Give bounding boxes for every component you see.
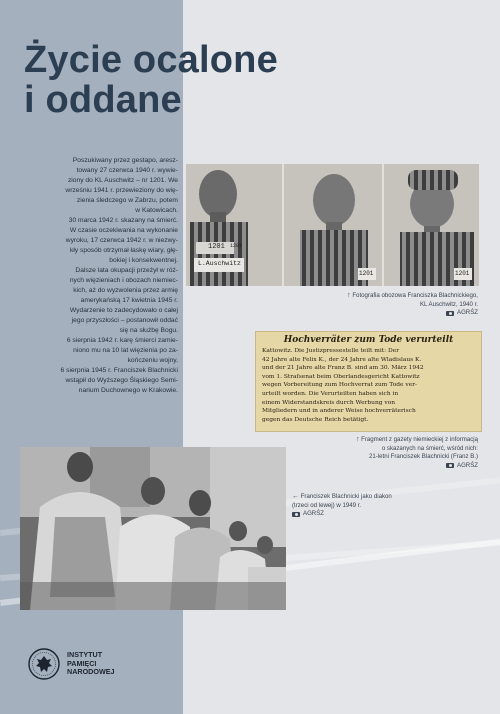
caption-line: KL Auschwitz, 1940 r. [419, 300, 478, 308]
body-text [22, 156, 178, 396]
arrow-left-icon: ← [292, 493, 299, 500]
camera-icon [292, 512, 300, 517]
body-line: Dalsze lata okupacji przeżył w róż- [75, 267, 178, 274]
body-line: Wydarzenie to zadecydowało o całej [69, 307, 178, 314]
placard-number-4: 1201 [455, 270, 470, 277]
camp-photo-image [186, 164, 479, 286]
body-line: 6 sierpnia 1945 r. Franciszek Blachnicki [60, 367, 178, 374]
placard-number-3: 1201 [359, 270, 374, 277]
body-line: narium Duchownego w Krakowie. [78, 387, 178, 394]
ipn-logo [28, 648, 115, 680]
body-line: w Katowicach. [135, 207, 178, 214]
logo-line: INSTYTUT [67, 650, 103, 660]
newspaper-text [256, 345, 481, 424]
newspaper-line: und der 21 Jahre alte Franz B. sind am 30. März 1942 [262, 365, 424, 372]
camp-label: L.Auschwitz [198, 260, 241, 267]
caption-line: o skazanych na śmierć, wśród nich: [381, 444, 478, 452]
body-line: się na służbę Bogu. [119, 327, 178, 334]
caption-line: 21-letni Franciszek Blachnicki (Franz B.) [368, 453, 478, 460]
camp-photo [186, 164, 479, 286]
newspaper-line: urteilt worden. Die Verurteilten haben sich in [262, 390, 399, 397]
logo-line: PAMIĘCI [67, 658, 97, 668]
ipn-logo-text [67, 651, 115, 676]
newspaper-line: Mitgliedern und in anderer Weise hochverräterisch [262, 408, 416, 415]
photo-credit: AGRŚZ [303, 510, 324, 517]
ipn-seal-icon [28, 648, 60, 680]
body-line: 30 marca 1942 r. skazany na śmierć. [68, 217, 178, 224]
body-line: amerykańską 17 kwietnia 1945 r. [80, 297, 178, 304]
deacon-photo-caption [292, 493, 482, 520]
camp-photo-caption [260, 292, 478, 319]
newspaper-line: vom 1. Strafsenat beim Oberlandesgericht Kattowitz [262, 373, 420, 380]
body-line: kich, aż do wyzwolenia przez armię [73, 287, 178, 294]
body-line: kończeniu wojny. [127, 357, 178, 364]
body-line: zienia śledczego w Zabrzu, potem [76, 197, 178, 204]
title-line-2: i oddane [24, 79, 182, 121]
caption-line: Franciszek Blachnicki jako diakon [300, 493, 392, 500]
caption-line: Fotografia obozowa Franciszka Blachnickiego, [352, 292, 478, 299]
camera-icon [446, 463, 454, 468]
title-line-1: Życie ocalone [24, 39, 278, 81]
newspaper-line: Kattowitz. Die Justizpressestelle teilt mit: Der [262, 348, 400, 354]
newspaper-headline: Hochverräter zum Tode verurteilt [283, 335, 454, 345]
body-line: ziony do KL Auschwitz – nr 1201. We [67, 177, 178, 184]
deacon-photo-image [20, 447, 286, 610]
newspaper-clipping [255, 331, 482, 432]
photo-credit: AGRŚZ [457, 461, 478, 469]
body-line: jego przyszłości – postanowił oddać [71, 317, 178, 324]
body-line: wstąpił do Wyższego Śląskiego Semi- [65, 377, 178, 384]
placard-number-1: 1201 [208, 243, 225, 251]
newspaper-line: gegen das Deutsche Reich betätigt. [262, 416, 369, 423]
body-line: towany 27 czerwca 1940 r. wywie- [76, 167, 178, 174]
arrow-up-icon: ↑ [347, 292, 351, 299]
photo-credit: AGRŚZ [457, 309, 478, 316]
placard-number-2: 1201 [230, 243, 243, 249]
newspaper-line: 42 Jahre alte Felix K., der 24 Jahre alte Wladislaus K. [262, 356, 422, 363]
newspaper-caption [260, 436, 478, 472]
body-line: wrześniu 1941 r. przewieziony do wię- [65, 187, 178, 194]
body-line: Poszukiwany przez gestapo, aresz- [72, 157, 178, 164]
logo-line: NARODOWEJ [67, 667, 115, 677]
body-line: 6 sierpnia 1942 r. karę śmierci zamie- [66, 337, 178, 344]
body-line: kły sposób otrzymał łaskę wiary, głę- [69, 247, 178, 254]
newspaper-line: wegen Vorbereitung zum Hochverrat zum Tode ver- [262, 382, 418, 389]
newspaper-line: einem Widerstandskreis durch Werbung von [262, 399, 396, 406]
body-line: bokiej i konsekwentnej. [109, 257, 178, 264]
page-title [24, 40, 278, 120]
body-line: wyroku, 17 czerwca 1942 r. w niezwy- [65, 237, 178, 244]
caption-line: (trzeci od lewej) w 1949 r. [292, 501, 362, 509]
body-line: W czasie oczekiwania na wykonanie [69, 227, 178, 234]
caption-line: Fragment z gazety niemieckiej z informacją [361, 436, 478, 443]
body-line: nych więzieniach i obozach niemiec- [69, 277, 178, 284]
arrow-up-icon: ↑ [355, 436, 360, 443]
body-line: niono mu na 10 lat więzienia po za- [73, 347, 178, 354]
deacon-photo [20, 447, 286, 610]
camera-icon [446, 311, 454, 316]
